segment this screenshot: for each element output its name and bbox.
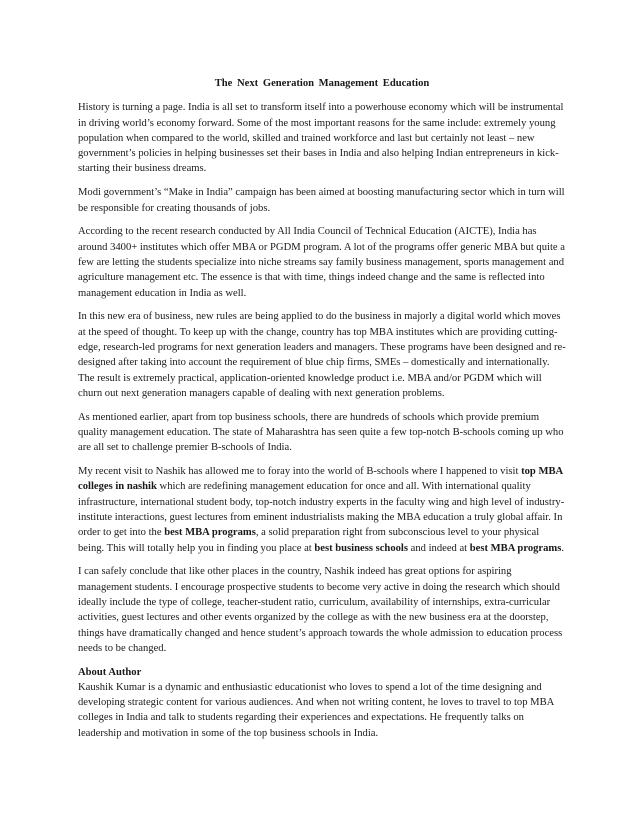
nashik-text-2: which are redefining management education for once and all. With international quality infrastructure, international student body, top-notch industry experts in the faculty wing and high level of industry-institute interactions, guest lectures from eminent industrialists making the MBA education a truly global affair. In order to get into the xyxy=(78,481,565,539)
about-author-heading: About Author xyxy=(78,666,142,678)
paragraph-new-era: In this new era of business, new rules are being applied to do the business in majorly a digital world which moves at the speed of thought. To keep up with the change, country has top MBA institutes which are providing cutting-edge, research-led programs for next generation leaders and managers. These programs have been designed and re-designed after taking into account the requirement of blue chip firms, SMEs – domestically and internationally. The result is extremely practical, application-oriented knowledge product i.e. MBA and/or PGDM which will churn out next generation managers capable of dealing with next generation problems. xyxy=(78,311,566,399)
nashik-text-4: and indeed at xyxy=(407,542,470,554)
link-top-mba-colleges-nashik[interactable]: top MBA colleges in nashik xyxy=(78,466,563,493)
about-author-body: Kaushik Kumar is a dynamic and enthusiastic educationist who loves to spend a lot of the time designing and developing strategic content for various audiences. And when not writing content, he loves to travel to top MBA colleges in India and talk to students regarding their experiences and expectations. He frequently talks on leadership and motivation in some of the top business schools in India. xyxy=(78,681,554,739)
link-best-mba-programs-1[interactable]: best MBA programs xyxy=(164,527,256,539)
paragraph-maharashtra: As mentioned earlier, apart from top business schools, there are hundreds of schools which provide premium quality management education. The state of Maharashtra has seen quite a few top-notch B-schools coming up who are all set to challenge premier B-schools of India. xyxy=(78,411,564,454)
nashik-text-3: , a solid preparation right from subconscious level to your physical being. This will totally help you in finding you place at xyxy=(78,527,540,554)
paragraph-conclusion: I can safely conclude that like other places in the country, Nashik indeed has great options for aspiring management students. I encourage prospective students to become very active in doing the research which should ideally include the type of college, teacher-student ratio, curriculum, availability of internships, extra-curricular activities, guest lectures and other events organized by the college as with the new business era at the doorstep, things have dramatically changed and hence student’s approach towards the whole admission to education process needs to be changed. xyxy=(78,566,563,654)
page-title: The Next Generation Management Education xyxy=(214,78,430,89)
paragraph-make-in-india: Modi government’s “Make in India” campaign has been aimed at boosting manufacturing sector which in turn will be responsible for creating thousands of jobs. xyxy=(78,187,565,214)
paragraph-intro: History is turning a page. India is all set to transform itself into a powerhouse economy which will be instrumental in driving world’s economy forward. Some of the most important reasons for the same include: extremely young population when compared to the world, skilled and trained workforce and last but certainly not least – new government’s policies in helping businesses set their bases in India and also helping Indian entrepreneurs in kick-starting their business dreams. xyxy=(78,102,564,175)
link-best-mba-programs-2[interactable]: best MBA programs xyxy=(469,542,562,554)
nashik-text-1: My recent visit to Nashik has allowed me to foray into the world of B-schools where I happened to visit xyxy=(78,466,522,478)
paragraph-nashik-visit xyxy=(78,464,566,556)
document-page xyxy=(78,76,566,741)
paragraph-aicte-research: According to the recent research conducted by All India Council of Technical Education (AICTE), India has around 3400+ institutes which offer MBA or PGDM program. A lot of the programs offer generic MBA but quite a few are letting the students specialize into niche streams say family business management, sports management and agriculture management etc. The essence is that with time, things indeed change and the same is reflected into management education in India as well. xyxy=(78,226,565,299)
link-best-business-schools[interactable]: best business schools xyxy=(314,542,408,554)
nashik-text-5: . xyxy=(561,542,565,554)
